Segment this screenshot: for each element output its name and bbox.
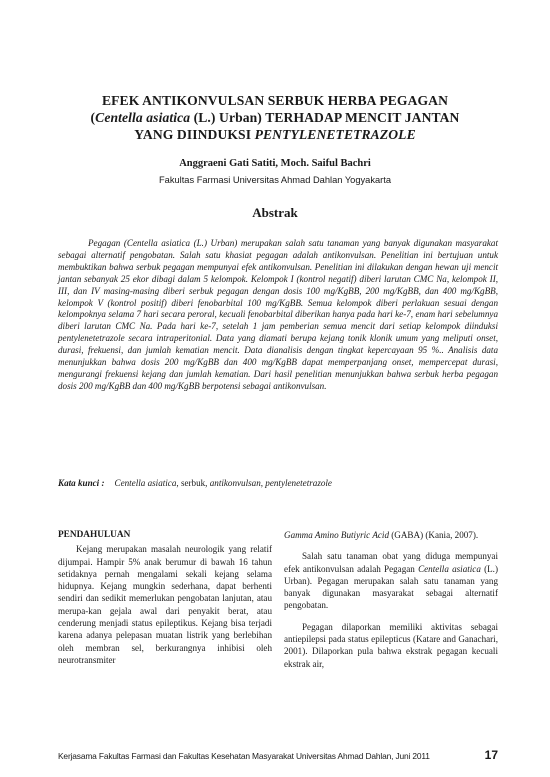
author-list: Anggraeni Gati Satiti, Moch. Saiful Bachri <box>179 158 371 169</box>
keyword-species: Centella asiatica <box>114 478 177 488</box>
body-column-right <box>284 529 498 670</box>
body-column-left <box>58 529 272 666</box>
title-compound-name: PENTYLENETETRAZOLE <box>254 127 416 142</box>
title-line-1: EFEK ANTIKONVULSAN SERBUK HERBA PEGAGAN <box>101 93 449 108</box>
title-species-name: Centella asiatica <box>95 110 191 125</box>
title-line-2: (Centella asiatica (L.) Urban) TERHADAP MENCIT JANTAN <box>90 110 460 125</box>
paper-title <box>40 92 510 143</box>
keywords-label: Kata kunci : <box>58 478 105 488</box>
keyword-rest: antikonvulsan, pentylenetetrazole <box>209 478 332 488</box>
section-heading-introduction: PENDAHULUAN <box>58 530 131 540</box>
intro-paragraph-3: Pegagan dilaporkan memiliki aktivitas sebagai antiepilepsi pada status epilepticus (Katare and Ganachari, 2001). Dilaporkan pula bahwa ekstrak pegagan kecuali ekstrak air, <box>284 621 498 669</box>
intro-paragraph-2: Salah satu tanaman obat yang diduga mempunyai efek antikonvulsan adalah Pegagan Centella asiatica (L.) Urban). Pegagan merupakan salah satu tanaman yang banyak digunakan masyarakat sebagai alternatif pengobatan. <box>284 551 498 611</box>
keyword-plain: , serbuk, <box>176 478 210 488</box>
intro-paragraph-1: Kejang merupakan masalah neurologik yang relatif dijumpai. Hampir 5% anak berumur di bawah 16 tahun setidaknya pernah mengalami sekali kejang selama hidupnya. Kejang mungkin sederhana, dapat berhenti sendiri dan sedikit memerlukan pengobatan lanjutan, atau merupa-kan gejala awal dari penyakit berat, atau cenderung menjadi status epileptikus. Kejang bisa terjadi karena adanya pelepasan muatan listrik yang berlebihan oleh membran sel, berkurangnya inhibisi oleh neurotransmiter <box>58 544 272 665</box>
keywords-line <box>58 478 498 488</box>
abstract-heading: Abstrak <box>252 205 298 220</box>
intro-paragraph-continued: Gamma Amino Butiyric Acid (GABA) (Kania, 2007). <box>284 530 479 540</box>
footer-text: Kerjasama Fakultas Farmasi dan Fakultas Kesehatan Masyarakat Universitas Ahmad Dahlan, Juni 2011 <box>58 751 430 761</box>
title-line-3: YANG DIINDUKSI PENTYLENETETRAZOLE <box>134 127 416 142</box>
author-affiliation: Fakultas Farmasi Universitas Ahmad Dahlan Yogyakarta <box>158 175 392 185</box>
abstract-text: Pegagan (Centella asiatica (L.) Urban) merupakan salah satu tanaman yang banyak digunakan masyarakat sebagai alternatif pengobatan. Salah satu khasiat pegagan adalah antikonvulsan. Penelitian ini bertujuan untuk membuktikan bahwa serbuk pegagan mempunyai efek antikonvulsan. Penelitian ini dilakukan dengan hewan uji mencit jantan sebanyak 25 ekor dibagi dalam 5 kelompok. Kelompok I (kontrol negatif) diberi larutan CMC Na, kelompok II, III, dan IV masing-masing diberi serbuk pegagan dengan dosis 100 mg/KgBB, 200 mg/KgBB, dan 400 mg/KgBB, kelompok V (kontrol positif) diberi fenobarbital 100 mg/KgBB. Semua kelompok diberi perlakuan sesuai dengan kelompoknya selama 7 hari secara peroral, kecuali fenobarbital diberikan hanya pada hari ke-7, enam hari sebelumnya diberi larutan CMC Na. Pada hari ke-7, setelah 1 jam pemberian semua mencit dari setiap kelompok diinduksi pentylenetetrazole secara intraperitonial. Data yang diamati berupa kejang tonik klonik umum yang meliputi onset, durasi, frekuensi, dan jumlah kematian mencit. Data dianalisis dengan tingkat kepercayaan 95 %.. Analisis data menunjukkan bahwa dosis 200 mg/KgBB dan 400 mg/KgBB dapat memperpanjang onset, mempercepat durasi, mengurangi frekuensi kejang dan jumlah kematian. Dari hasil penelitian menunjukkan bahwa serbuk herba pegagan dosis 200 mg/KgBB dan 400 mg/KgBB berpotensi sebagai antikonvulsan. <box>58 238 498 391</box>
page-number: 17 <box>484 748 498 762</box>
